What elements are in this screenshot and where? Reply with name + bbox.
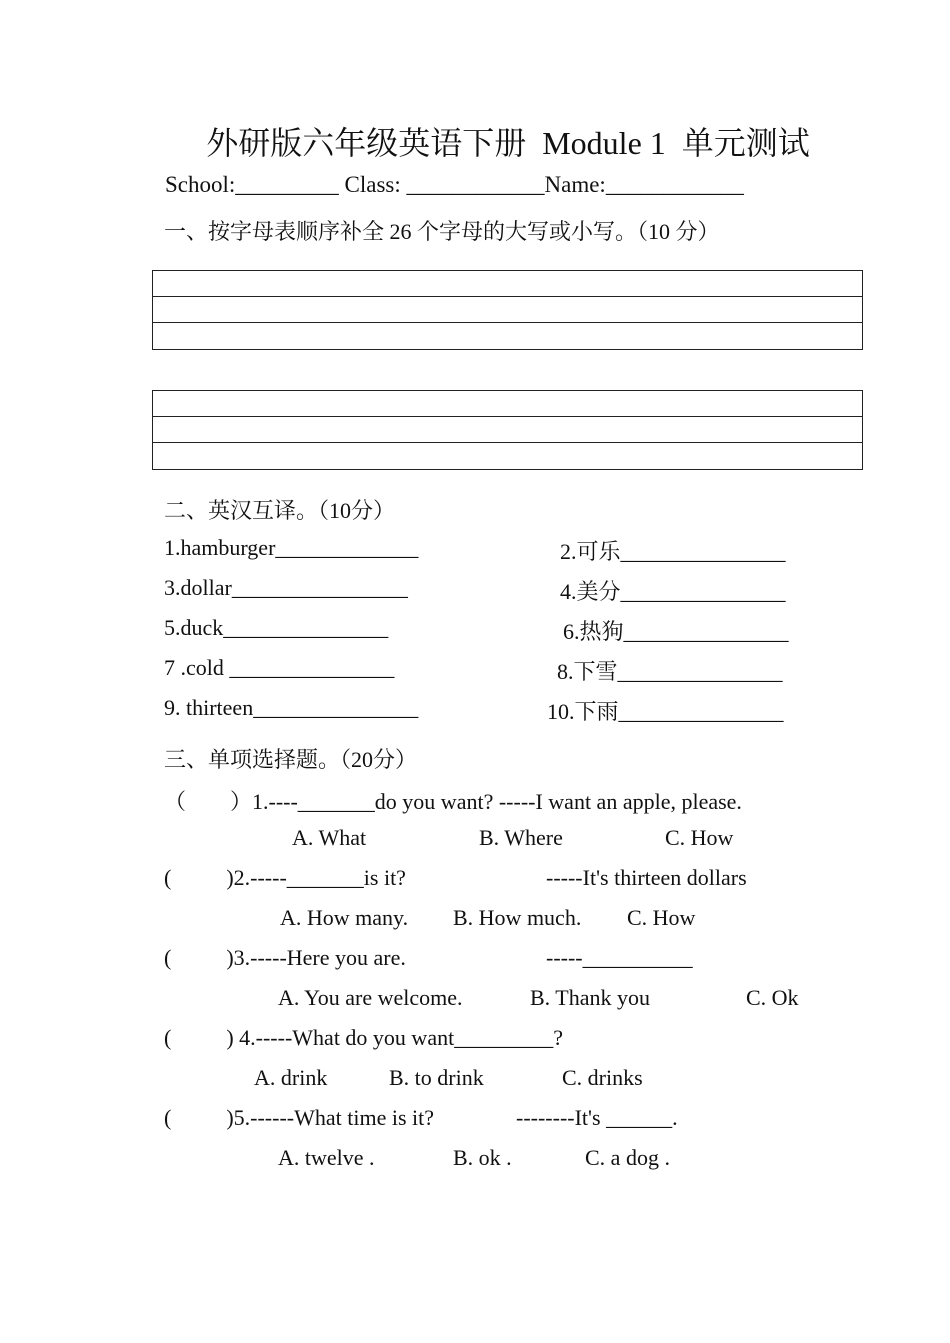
question-4-option-c: C. drinks [562,1065,643,1090]
question-4-stem: ( ) 4.-----What do you want_________? [164,1025,563,1050]
question-4-option-a: A. drink [254,1065,328,1090]
translate-item-5: 5.duck_______________ [164,615,389,640]
translate-item-2: 2.可乐_______________ [560,539,786,564]
question-5-option-c: C. a dog . [585,1145,670,1170]
question-2-option-c: C. How [627,905,696,930]
grid-row [153,297,862,323]
grid-row [153,323,862,349]
question-3-stem: ( )3.-----Here you are. [164,945,406,970]
translate-item-9: 9. thirteen_______________ [164,695,419,720]
grid-row [153,417,862,443]
question-2-reply: -----It's thirteen dollars [546,865,747,890]
translate-item-6: 6.热狗_______________ [563,619,789,644]
question-1-stem: （ ）1.----_______do you want? -----I want an apple, please. [164,789,742,814]
question-2-stem: ( )2.-----_______is it? [164,865,406,890]
grid-row [153,391,862,417]
question-3-reply: -----__________ [546,945,693,970]
grid-row [153,271,862,297]
translate-item-8: 8.下雪_______________ [557,659,783,684]
student-info-line: School:_________ Class: ____________Name:____________ [165,172,744,197]
section1-heading: 一、按字母表顺序补全 26 个字母的大写或小写。（10 分） [164,219,720,244]
question-1-option-a: A. What [292,825,367,850]
question-2-option-a: A. How many. [280,905,409,930]
translate-item-10: 10.下雨_______________ [547,699,784,724]
question-5-reply: --------It's ______. [516,1105,678,1130]
question-5-option-a: A. twelve . [278,1145,375,1170]
question-2-option-b: B. How much. [453,905,582,930]
alphabet-grid-lower [152,390,863,470]
question-4-option-b: B. to drink [389,1065,484,1090]
question-1-option-b: B. Where [479,825,563,850]
question-5-stem: ( )5.------What time is it? [164,1105,435,1130]
question-1-option-c: C. How [665,825,734,850]
translate-item-4: 4.美分_______________ [560,579,786,604]
page-title: 外研版六年级英语下册 Module 1 单元测试 [206,125,810,161]
translate-item-1: 1.hamburger_____________ [164,535,419,560]
grid-row [153,443,862,469]
alphabet-grid-upper [152,270,863,350]
question-3-option-b: B. Thank you [530,985,650,1010]
question-3-option-a: A. You are welcome. [278,985,463,1010]
translate-item-7: 7 .cold _______________ [164,655,395,680]
translate-item-3: 3.dollar________________ [164,575,408,600]
section2-heading: 二、英汉互译。（10分） [164,498,396,523]
section3-heading: 三、单项选择题。（20分） [164,747,418,772]
question-5-option-b: B. ok . [453,1145,512,1170]
question-3-option-c: C. Ok [746,985,799,1010]
